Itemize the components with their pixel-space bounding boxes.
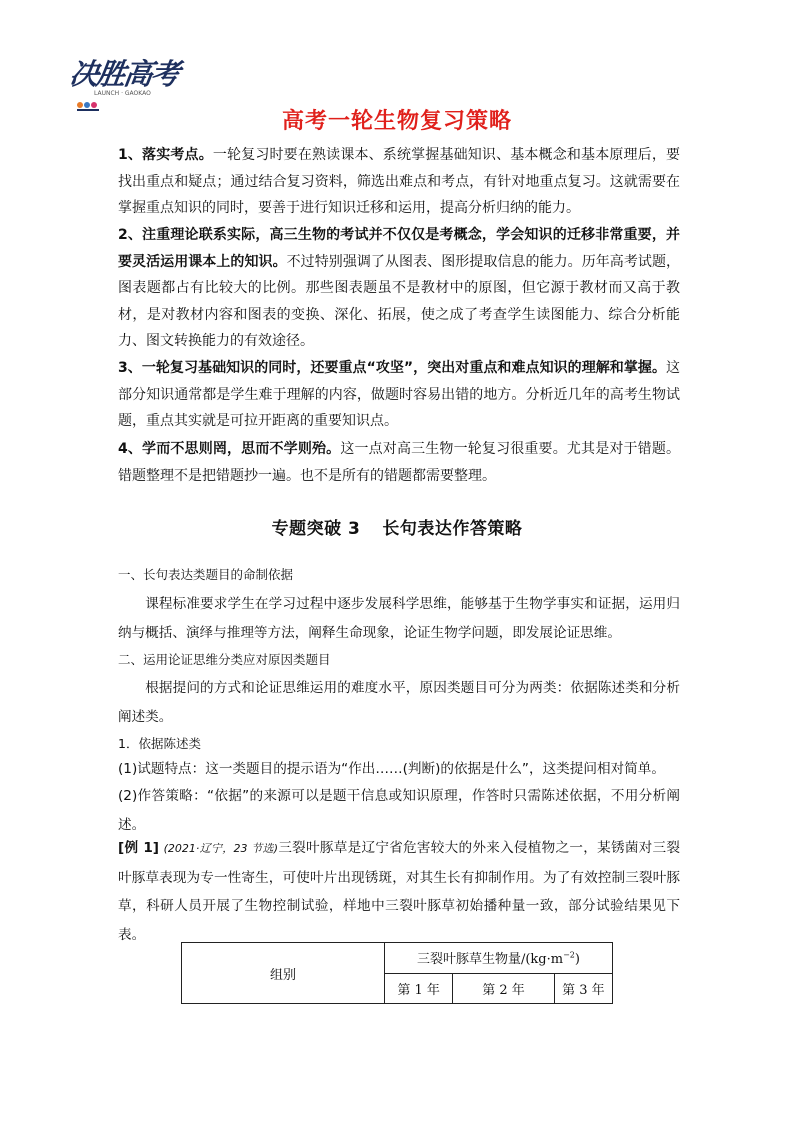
strategy-4-lead: 4、学而不思则罔，思而不学则殆。 [118, 441, 341, 457]
heading-1: 一、长句表达类题目的命制依据 [118, 567, 294, 582]
logo-subtitle: LAUNCH · GAOKAO [94, 90, 151, 97]
topic-title [0, 514, 794, 539]
example-tag: [例 1] [118, 840, 160, 856]
heading-2: 二、运用论证思维分类应对原因类题目 [118, 652, 331, 667]
strategy-1-lead: 1、落实考点。 [118, 147, 213, 163]
data-table [181, 942, 613, 1004]
strategy-1 [118, 142, 680, 222]
table-header-year-1: 第 1 年 [384, 973, 452, 1004]
strategy-1-text: 一轮复习时要在熟读课本、系统掌握基础知识、基本概念和基本原理后，要找出重点和疑点；通过结合复习资料，筛选出难点和考点，有针对地重点复习。这就需要在掌握重点知识的同时，要善于进行知识迁移和运用，提高分析归纳的能力。 [118, 147, 681, 217]
measure-unit-exponent: −2 [563, 950, 575, 960]
page-title: 高考一轮生物复习策略 [281, 109, 512, 134]
example-1 [118, 834, 680, 949]
table-header-measure [384, 943, 612, 974]
strategy-3-lead: 3、一轮复习基础知识的同时，还要重点“攻坚”，突出对重点和难点知识的理解和掌握。 [118, 360, 666, 376]
topic-label: 专题突破 3 [271, 519, 361, 539]
example-source: (2021·辽宁，23 节选) [163, 842, 279, 855]
strategy-3 [118, 355, 680, 435]
logo-text: 决胜高考 [67, 57, 181, 91]
table-header-group: 组别 [182, 943, 385, 1004]
strategy-4 [118, 436, 680, 489]
strategy-2 [118, 222, 680, 355]
paragraph-3: (1)试题特点：这一类题目的提示语为“作出……(判断)的依据是什么”，这类提问相对简单。 [118, 761, 665, 777]
paragraph-4: (2)作答策略：“依据”的来源可以是题干信息或知识原理，作答时只需陈述依据，不用分析阐述。 [118, 788, 680, 833]
strategy-4-text: 这一点对高三生物一轮复习很重要。尤其是对于错题。错题整理不是把错题抄一遍。也不是所有的错题都需要整理。 [118, 441, 680, 484]
measure-close: ) [574, 952, 580, 968]
example-text: 三裂叶豚草是辽宁省危害较大的外来入侵植物之一，某锈菌对三裂叶豚草表现为专一性寄生，可使叶片出现锈斑，对其生长有抑制作用。为了有效控制三裂叶豚草，科研人员开展了生物控制试验，样地中三裂叶豚草初始播种量一致，部分试验结果见下表。 [118, 840, 680, 943]
table-header-year-3: 第 3 年 [554, 973, 612, 1004]
topic-name: 长句表达作答策略 [382, 519, 523, 539]
strategy-2-lead: 2、注重理论联系实际，高三生物的考试并不仅仅是考概念，学会知识的迁移非常重要，并要灵活运用课本上的知识。 [118, 227, 680, 270]
paragraph-1: 课程标准要求学生在学习过程中逐步发展科学思维，能够基于生物学事实和证据，运用归纳与概括、演绎与推理等方法，阐释生命现象，论证生物学问题，即发展论证思维。 [118, 596, 680, 641]
heading-3: 1．依据陈述类 [118, 736, 201, 751]
strategy-3-text: 这部分知识通常都是学生难于理解的内容，做题时容易出错的地方。分析近几年的高考生物试题，重点其实就是可拉开距离的重要知识点。 [118, 360, 680, 430]
table-header-year-2: 第 2 年 [453, 973, 554, 1004]
paragraph-2: 根据提问的方式和论证思维运用的难度水平，原因类题目可分为两类：依据陈述类和分析阐述类。 [118, 680, 680, 725]
measure-label: 三裂叶豚草生物量/(kg·m [416, 952, 564, 968]
strategy-2-text: 不过特别强调了从图表、图形提取信息的能力。历年高考试题，图表题都占有比较大的比例。那些图表题虽不是教材中的原图，但它源于教材而又高于教材，是对教材内容和图表的变换、深化、拓展，使之成了考查学生读图能力、综合分析能力、图文转换能力的有效途径。 [118, 253, 681, 350]
